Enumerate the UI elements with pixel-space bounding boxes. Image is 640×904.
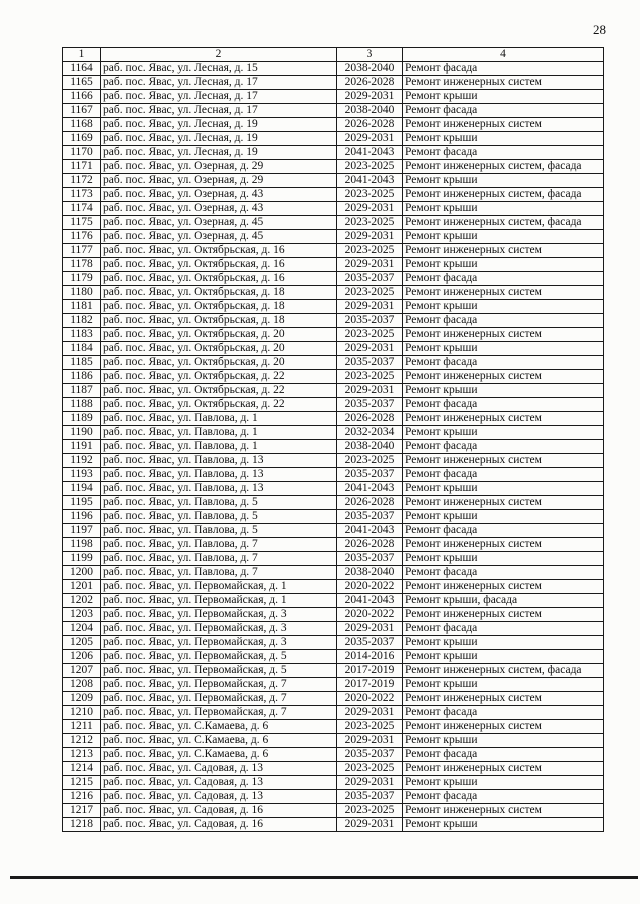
column-header-1: 1 bbox=[63, 48, 101, 62]
row-address: раб. пос. Явас, ул. Садовая, д. 13 bbox=[101, 790, 337, 804]
table-row bbox=[63, 328, 604, 342]
row-number: 1186 bbox=[63, 370, 101, 384]
row-number: 1181 bbox=[63, 300, 101, 314]
row-work-type: Ремонт крыши bbox=[403, 510, 604, 524]
row-address: раб. пос. Явас, ул. Первомайская, д. 5 bbox=[101, 650, 337, 664]
row-number: 1165 bbox=[63, 76, 101, 90]
row-work-type: Ремонт фасада bbox=[403, 748, 604, 762]
row-period: 2035-2037 bbox=[337, 398, 403, 412]
row-period: 2035-2037 bbox=[337, 552, 403, 566]
row-work-type: Ремонт инженерных систем bbox=[403, 608, 604, 622]
row-number: 1200 bbox=[63, 566, 101, 580]
table-row bbox=[63, 62, 604, 76]
row-period: 2023-2025 bbox=[337, 244, 403, 258]
table-row bbox=[63, 174, 604, 188]
row-period: 2026-2028 bbox=[337, 76, 403, 90]
table-row bbox=[63, 790, 604, 804]
table-row bbox=[63, 286, 604, 300]
row-work-type: Ремонт фасада bbox=[403, 314, 604, 328]
table-row bbox=[63, 188, 604, 202]
row-number: 1196 bbox=[63, 510, 101, 524]
row-period: 2035-2037 bbox=[337, 468, 403, 482]
row-work-type: Ремонт инженерных систем bbox=[403, 286, 604, 300]
row-address: раб. пос. Явас, ул. Озерная, д. 29 bbox=[101, 160, 337, 174]
row-address: раб. пос. Явас, ул. Павлова, д. 7 bbox=[101, 566, 337, 580]
row-address: раб. пос. Явас, ул. Озерная, д. 43 bbox=[101, 202, 337, 216]
table-row bbox=[63, 244, 604, 258]
row-address: раб. пос. Явас, ул. Павлова, д. 7 bbox=[101, 538, 337, 552]
row-period: 2023-2025 bbox=[337, 160, 403, 174]
row-address: раб. пос. Явас, ул. Октябрьская, д. 22 bbox=[101, 384, 337, 398]
column-header-2: 2 bbox=[101, 48, 337, 62]
row-number: 1197 bbox=[63, 524, 101, 538]
table-row bbox=[63, 496, 604, 510]
row-work-type: Ремонт крыши bbox=[403, 776, 604, 790]
row-period: 2026-2028 bbox=[337, 118, 403, 132]
row-address: раб. пос. Явас, ул. Октябрьская, д. 16 bbox=[101, 244, 337, 258]
row-work-type: Ремонт инженерных систем bbox=[403, 412, 604, 426]
row-number: 1210 bbox=[63, 706, 101, 720]
row-period: 2041-2043 bbox=[337, 482, 403, 496]
row-address: раб. пос. Явас, ул. Павлова, д. 7 bbox=[101, 552, 337, 566]
row-number: 1193 bbox=[63, 468, 101, 482]
row-number: 1211 bbox=[63, 720, 101, 734]
header-row bbox=[63, 48, 604, 62]
row-number: 1206 bbox=[63, 650, 101, 664]
row-period: 2023-2025 bbox=[337, 804, 403, 818]
row-work-type: Ремонт крыши bbox=[403, 818, 604, 832]
row-period: 2017-2019 bbox=[337, 664, 403, 678]
table-row bbox=[63, 510, 604, 524]
row-number: 1203 bbox=[63, 608, 101, 622]
row-period: 2035-2037 bbox=[337, 314, 403, 328]
row-address: раб. пос. Явас, ул. С.Камаева, д. 6 bbox=[101, 720, 337, 734]
row-work-type: Ремонт инженерных систем bbox=[403, 692, 604, 706]
row-address: раб. пос. Явас, ул. Павлова, д. 1 bbox=[101, 412, 337, 426]
row-period: 2029-2031 bbox=[337, 622, 403, 636]
row-number: 1194 bbox=[63, 482, 101, 496]
row-work-type: Ремонт инженерных систем bbox=[403, 804, 604, 818]
row-number: 1198 bbox=[63, 538, 101, 552]
row-address: раб. пос. Явас, ул. Октябрьская, д. 22 bbox=[101, 370, 337, 384]
row-work-type: Ремонт фасада bbox=[403, 356, 604, 370]
row-period: 2035-2037 bbox=[337, 636, 403, 650]
table-row bbox=[63, 678, 604, 692]
row-address: раб. пос. Явас, ул. Октябрьская, д. 16 bbox=[101, 258, 337, 272]
table-row bbox=[63, 384, 604, 398]
row-address: раб. пос. Явас, ул. Октябрьская, д. 20 bbox=[101, 328, 337, 342]
row-number: 1168 bbox=[63, 118, 101, 132]
row-number: 1169 bbox=[63, 132, 101, 146]
row-work-type: Ремонт крыши bbox=[403, 202, 604, 216]
row-address: раб. пос. Явас, ул. Первомайская, д. 3 bbox=[101, 608, 337, 622]
row-period: 2014-2016 bbox=[337, 650, 403, 664]
row-work-type: Ремонт крыши bbox=[403, 678, 604, 692]
table-row bbox=[63, 622, 604, 636]
row-period: 2029-2031 bbox=[337, 776, 403, 790]
table-row bbox=[63, 76, 604, 90]
row-work-type: Ремонт крыши bbox=[403, 90, 604, 104]
row-address: раб. пос. Явас, ул. Озерная, д. 29 bbox=[101, 174, 337, 188]
row-work-type: Ремонт фасада bbox=[403, 272, 604, 286]
row-number: 1195 bbox=[63, 496, 101, 510]
row-period: 2038-2040 bbox=[337, 566, 403, 580]
row-number: 1176 bbox=[63, 230, 101, 244]
row-number: 1216 bbox=[63, 790, 101, 804]
column-header-4: 4 bbox=[403, 48, 604, 62]
table-row bbox=[63, 426, 604, 440]
table-row bbox=[63, 608, 604, 622]
row-period: 2032-2034 bbox=[337, 426, 403, 440]
table-row bbox=[63, 748, 604, 762]
row-work-type: Ремонт фасада bbox=[403, 146, 604, 160]
row-work-type: Ремонт фасада bbox=[403, 566, 604, 580]
row-address: раб. пос. Явас, ул. Садовая, д. 16 bbox=[101, 804, 337, 818]
row-period: 2041-2043 bbox=[337, 174, 403, 188]
table-row bbox=[63, 594, 604, 608]
row-work-type: Ремонт крыши bbox=[403, 426, 604, 440]
row-number: 1178 bbox=[63, 258, 101, 272]
row-period: 2029-2031 bbox=[337, 90, 403, 104]
table-row bbox=[63, 258, 604, 272]
row-work-type: Ремонт фасада bbox=[403, 398, 604, 412]
row-number: 1201 bbox=[63, 580, 101, 594]
table-row bbox=[63, 482, 604, 496]
row-period: 2023-2025 bbox=[337, 370, 403, 384]
row-work-type: Ремонт фасада bbox=[403, 468, 604, 482]
row-address: раб. пос. Явас, ул. Октябрьская, д. 20 bbox=[101, 356, 337, 370]
row-period: 2035-2037 bbox=[337, 356, 403, 370]
row-work-type: Ремонт инженерных систем bbox=[403, 720, 604, 734]
table-row bbox=[63, 160, 604, 174]
row-period: 2026-2028 bbox=[337, 496, 403, 510]
row-work-type: Ремонт крыши bbox=[403, 650, 604, 664]
row-work-type: Ремонт инженерных систем bbox=[403, 580, 604, 594]
row-number: 1175 bbox=[63, 216, 101, 230]
row-period: 2038-2040 bbox=[337, 440, 403, 454]
row-period: 2023-2025 bbox=[337, 328, 403, 342]
row-address: раб. пос. Явас, ул. Первомайская, д. 1 bbox=[101, 594, 337, 608]
row-period: 2029-2031 bbox=[337, 132, 403, 146]
row-number: 1184 bbox=[63, 342, 101, 356]
row-address: раб. пос. Явас, ул. Лесная, д. 19 bbox=[101, 146, 337, 160]
row-period: 2035-2037 bbox=[337, 272, 403, 286]
row-address: раб. пос. Явас, ул. Октябрьская, д. 22 bbox=[101, 398, 337, 412]
row-address: раб. пос. Явас, ул. Озерная, д. 45 bbox=[101, 216, 337, 230]
row-number: 1207 bbox=[63, 664, 101, 678]
row-work-type: Ремонт крыши bbox=[403, 636, 604, 650]
row-period: 2026-2028 bbox=[337, 412, 403, 426]
row-period: 2029-2031 bbox=[337, 230, 403, 244]
row-address: раб. пос. Явас, ул. Лесная, д. 17 bbox=[101, 76, 337, 90]
row-period: 2041-2043 bbox=[337, 524, 403, 538]
row-period: 2023-2025 bbox=[337, 188, 403, 202]
table-row bbox=[63, 706, 604, 720]
table-row bbox=[63, 664, 604, 678]
table-row bbox=[63, 468, 604, 482]
table-row bbox=[63, 398, 604, 412]
row-number: 1170 bbox=[63, 146, 101, 160]
row-address: раб. пос. Явас, ул. Павлова, д. 13 bbox=[101, 468, 337, 482]
row-number: 1199 bbox=[63, 552, 101, 566]
row-address: раб. пос. Явас, ул. Первомайская, д. 7 bbox=[101, 678, 337, 692]
row-address: раб. пос. Явас, ул. С.Камаева, д. 6 bbox=[101, 748, 337, 762]
row-number: 1205 bbox=[63, 636, 101, 650]
table-row bbox=[63, 104, 604, 118]
table-row bbox=[63, 762, 604, 776]
row-number: 1172 bbox=[63, 174, 101, 188]
row-address: раб. пос. Явас, ул. Первомайская, д. 5 bbox=[101, 664, 337, 678]
row-address: раб. пос. Явас, ул. Лесная, д. 19 bbox=[101, 118, 337, 132]
row-number: 1183 bbox=[63, 328, 101, 342]
row-address: раб. пос. Явас, ул. Октябрьская, д. 20 bbox=[101, 342, 337, 356]
row-number: 1190 bbox=[63, 426, 101, 440]
table-row bbox=[63, 314, 604, 328]
row-period: 2029-2031 bbox=[337, 202, 403, 216]
row-address: раб. пос. Явас, ул. Садовая, д. 16 bbox=[101, 818, 337, 832]
table-row bbox=[63, 692, 604, 706]
row-period: 2029-2031 bbox=[337, 342, 403, 356]
row-address: раб. пос. Явас, ул. С.Камаева, д. 6 bbox=[101, 734, 337, 748]
row-period: 2035-2037 bbox=[337, 790, 403, 804]
table-row bbox=[63, 356, 604, 370]
table-header bbox=[63, 48, 604, 62]
row-work-type: Ремонт инженерных систем bbox=[403, 538, 604, 552]
row-period: 2038-2040 bbox=[337, 62, 403, 76]
row-work-type: Ремонт крыши bbox=[403, 342, 604, 356]
row-address: раб. пос. Явас, ул. Лесная, д. 17 bbox=[101, 90, 337, 104]
row-work-type: Ремонт крыши bbox=[403, 734, 604, 748]
row-period: 2023-2025 bbox=[337, 720, 403, 734]
row-number: 1185 bbox=[63, 356, 101, 370]
row-address: раб. пос. Явас, ул. Первомайская, д. 3 bbox=[101, 622, 337, 636]
row-address: раб. пос. Явас, ул. Садовая, д. 13 bbox=[101, 762, 337, 776]
row-period: 2023-2025 bbox=[337, 454, 403, 468]
row-address: раб. пос. Явас, ул. Первомайская, д. 3 bbox=[101, 636, 337, 650]
row-work-type: Ремонт фасада bbox=[403, 622, 604, 636]
row-number: 1191 bbox=[63, 440, 101, 454]
row-work-type: Ремонт крыши bbox=[403, 132, 604, 146]
table-row bbox=[63, 524, 604, 538]
row-period: 2020-2022 bbox=[337, 692, 403, 706]
row-number: 1187 bbox=[63, 384, 101, 398]
table-row bbox=[63, 776, 604, 790]
row-address: раб. пос. Явас, ул. Павлова, д. 1 bbox=[101, 440, 337, 454]
row-work-type: Ремонт инженерных систем bbox=[403, 454, 604, 468]
repair-schedule-table bbox=[62, 47, 604, 832]
row-address: раб. пос. Явас, ул. Первомайская, д. 1 bbox=[101, 580, 337, 594]
row-address: раб. пос. Явас, ул. Октябрьская, д. 18 bbox=[101, 300, 337, 314]
table-row bbox=[63, 230, 604, 244]
row-number: 1213 bbox=[63, 748, 101, 762]
row-address: раб. пос. Явас, ул. Лесная, д. 17 bbox=[101, 104, 337, 118]
row-address: раб. пос. Явас, ул. Павлова, д. 5 bbox=[101, 510, 337, 524]
row-period: 2029-2031 bbox=[337, 734, 403, 748]
row-number: 1218 bbox=[63, 818, 101, 832]
row-work-type: Ремонт инженерных систем bbox=[403, 762, 604, 776]
row-work-type: Ремонт инженерных систем bbox=[403, 244, 604, 258]
row-address: раб. пос. Явас, ул. Озерная, д. 45 bbox=[101, 230, 337, 244]
table-row bbox=[63, 272, 604, 286]
row-address: раб. пос. Явас, ул. Садовая, д. 13 bbox=[101, 776, 337, 790]
table-row bbox=[63, 454, 604, 468]
table-row bbox=[63, 90, 604, 104]
row-work-type: Ремонт инженерных систем, фасада bbox=[403, 188, 604, 202]
row-period: 2038-2040 bbox=[337, 104, 403, 118]
table-row bbox=[63, 818, 604, 832]
row-work-type: Ремонт инженерных систем bbox=[403, 370, 604, 384]
row-address: раб. пос. Явас, ул. Павлова, д. 5 bbox=[101, 496, 337, 510]
table-row bbox=[63, 300, 604, 314]
row-number: 1167 bbox=[63, 104, 101, 118]
table-row bbox=[63, 146, 604, 160]
table-row bbox=[63, 216, 604, 230]
row-number: 1171 bbox=[63, 160, 101, 174]
table-row bbox=[63, 566, 604, 580]
row-work-type: Ремонт инженерных систем bbox=[403, 76, 604, 90]
row-work-type: Ремонт крыши bbox=[403, 300, 604, 314]
table-row bbox=[63, 538, 604, 552]
row-number: 1166 bbox=[63, 90, 101, 104]
table-row bbox=[63, 412, 604, 426]
row-work-type: Ремонт фасада bbox=[403, 62, 604, 76]
table-row bbox=[63, 552, 604, 566]
row-number: 1179 bbox=[63, 272, 101, 286]
row-work-type: Ремонт крыши bbox=[403, 384, 604, 398]
row-address: раб. пос. Явас, ул. Озерная, д. 43 bbox=[101, 188, 337, 202]
row-work-type: Ремонт крыши bbox=[403, 230, 604, 244]
row-work-type: Ремонт инженерных систем, фасада bbox=[403, 160, 604, 174]
row-period: 2041-2043 bbox=[337, 146, 403, 160]
row-period: 2029-2031 bbox=[337, 258, 403, 272]
row-address: раб. пос. Явас, ул. Павлова, д. 5 bbox=[101, 524, 337, 538]
row-period: 2023-2025 bbox=[337, 286, 403, 300]
table-row bbox=[63, 440, 604, 454]
row-work-type: Ремонт инженерных систем, фасада bbox=[403, 664, 604, 678]
table-body bbox=[63, 62, 604, 832]
row-work-type: Ремонт фасада bbox=[403, 706, 604, 720]
row-number: 1173 bbox=[63, 188, 101, 202]
table-row bbox=[63, 804, 604, 818]
page-number: 28 bbox=[593, 22, 606, 37]
row-period: 2023-2025 bbox=[337, 216, 403, 230]
row-period: 2041-2043 bbox=[337, 594, 403, 608]
row-number: 1209 bbox=[63, 692, 101, 706]
row-number: 1192 bbox=[63, 454, 101, 468]
row-number: 1174 bbox=[63, 202, 101, 216]
table-row bbox=[63, 636, 604, 650]
row-work-type: Ремонт фасада bbox=[403, 790, 604, 804]
row-number: 1204 bbox=[63, 622, 101, 636]
row-work-type: Ремонт крыши bbox=[403, 482, 604, 496]
row-number: 1208 bbox=[63, 678, 101, 692]
row-work-type: Ремонт инженерных систем bbox=[403, 496, 604, 510]
row-number: 1177 bbox=[63, 244, 101, 258]
table-row bbox=[63, 720, 604, 734]
row-period: 2029-2031 bbox=[337, 818, 403, 832]
row-work-type: Ремонт крыши, фасада bbox=[403, 594, 604, 608]
row-period: 2029-2031 bbox=[337, 706, 403, 720]
row-period: 2017-2019 bbox=[337, 678, 403, 692]
table-row bbox=[63, 734, 604, 748]
row-number: 1189 bbox=[63, 412, 101, 426]
row-address: раб. пос. Явас, ул. Первомайская, д. 7 bbox=[101, 692, 337, 706]
table-row bbox=[63, 202, 604, 216]
row-work-type: Ремонт фасада bbox=[403, 524, 604, 538]
row-work-type: Ремонт крыши bbox=[403, 258, 604, 272]
row-address: раб. пос. Явас, ул. Октябрьская, д. 18 bbox=[101, 314, 337, 328]
row-address: раб. пос. Явас, ул. Павлова, д. 1 bbox=[101, 426, 337, 440]
row-number: 1215 bbox=[63, 776, 101, 790]
row-work-type: Ремонт крыши bbox=[403, 174, 604, 188]
row-address: раб. пос. Явас, ул. Октябрьская, д. 18 bbox=[101, 286, 337, 300]
table-row bbox=[63, 650, 604, 664]
table-row bbox=[63, 132, 604, 146]
row-number: 1188 bbox=[63, 398, 101, 412]
row-work-type: Ремонт крыши bbox=[403, 552, 604, 566]
row-number: 1202 bbox=[63, 594, 101, 608]
row-number: 1182 bbox=[63, 314, 101, 328]
row-number: 1212 bbox=[63, 734, 101, 748]
row-work-type: Ремонт фасада bbox=[403, 440, 604, 454]
row-period: 2029-2031 bbox=[337, 300, 403, 314]
row-period: 2029-2031 bbox=[337, 384, 403, 398]
table-row bbox=[63, 370, 604, 384]
row-work-type: Ремонт инженерных систем, фасада bbox=[403, 216, 604, 230]
table-row bbox=[63, 580, 604, 594]
row-period: 2020-2022 bbox=[337, 580, 403, 594]
row-number: 1217 bbox=[63, 804, 101, 818]
row-address: раб. пос. Явас, ул. Павлова, д. 13 bbox=[101, 482, 337, 496]
table-row bbox=[63, 342, 604, 356]
row-address: раб. пос. Явас, ул. Павлова, д. 13 bbox=[101, 454, 337, 468]
row-number: 1214 bbox=[63, 762, 101, 776]
row-period: 2020-2022 bbox=[337, 608, 403, 622]
row-address: раб. пос. Явас, ул. Лесная, д. 19 bbox=[101, 132, 337, 146]
row-work-type: Ремонт инженерных систем bbox=[403, 118, 604, 132]
row-work-type: Ремонт инженерных систем bbox=[403, 328, 604, 342]
column-header-3: 3 bbox=[337, 48, 403, 62]
row-address: раб. пос. Явас, ул. Лесная, д. 15 bbox=[101, 62, 337, 76]
row-address: раб. пос. Явас, ул. Октябрьская, д. 16 bbox=[101, 272, 337, 286]
table-row bbox=[63, 118, 604, 132]
row-work-type: Ремонт фасада bbox=[403, 104, 604, 118]
row-period: 2035-2037 bbox=[337, 510, 403, 524]
row-address: раб. пос. Явас, ул. Первомайская, д. 7 bbox=[101, 706, 337, 720]
row-period: 2035-2037 bbox=[337, 748, 403, 762]
row-number: 1180 bbox=[63, 286, 101, 300]
row-period: 2023-2025 bbox=[337, 762, 403, 776]
row-number: 1164 bbox=[63, 62, 101, 76]
bottom-rule bbox=[10, 876, 638, 879]
row-period: 2026-2028 bbox=[337, 538, 403, 552]
